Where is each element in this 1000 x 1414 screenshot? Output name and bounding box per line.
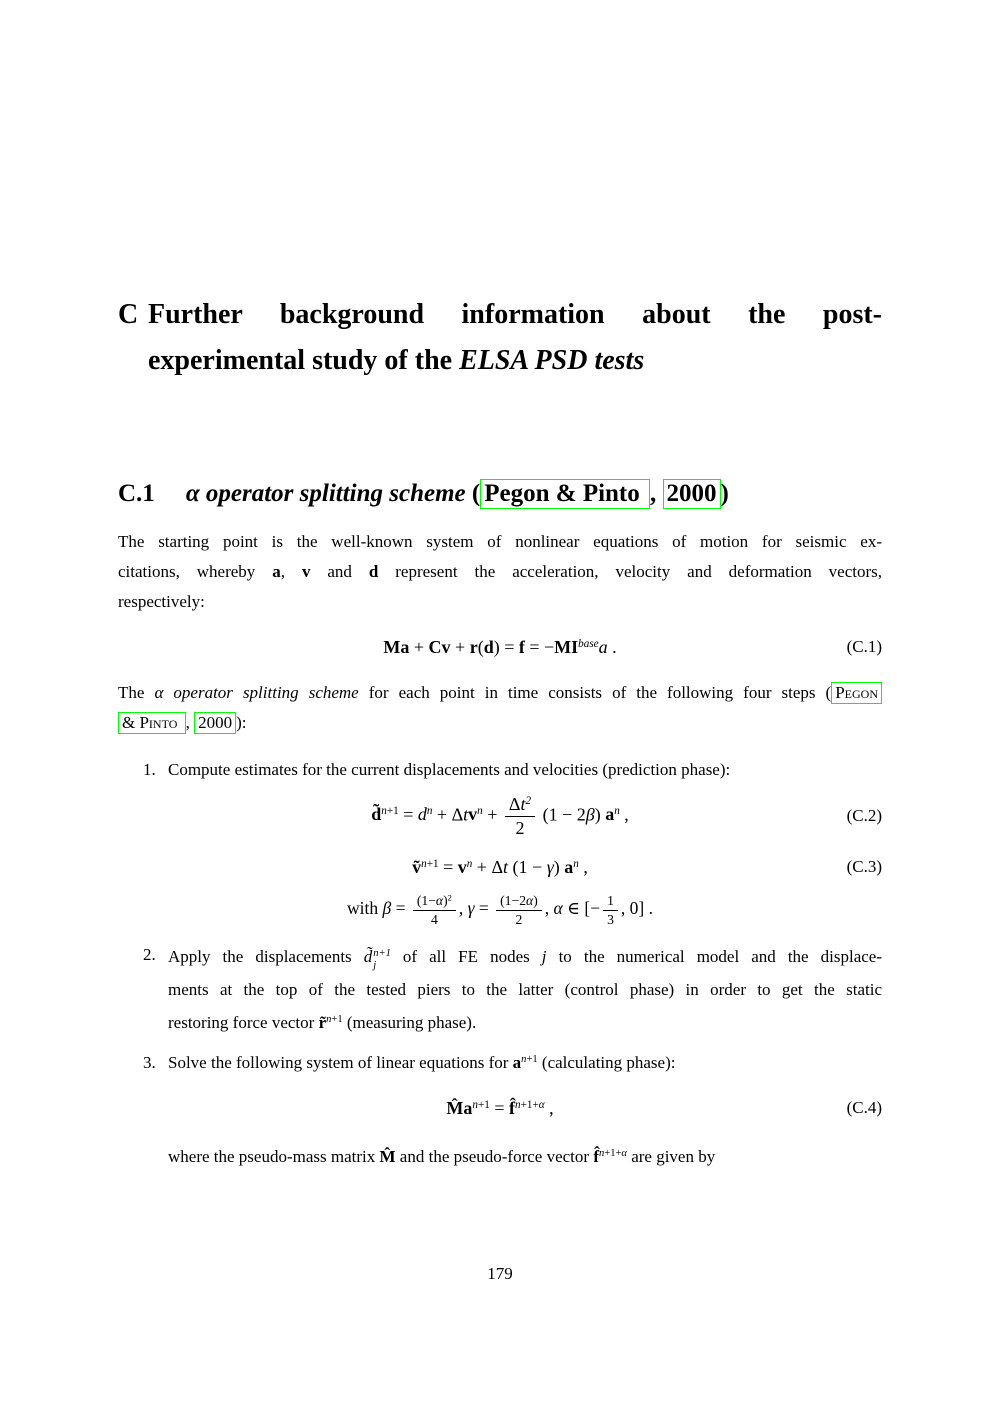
paragraph-scheme-line1: The α operator splitting scheme for each point in time consists of the following four steps ( Pegon <box>118 678 882 708</box>
chapter-heading <box>118 292 882 384</box>
citation-year-link[interactable]: 2000 <box>663 479 721 509</box>
where-clause <box>168 1142 882 1172</box>
citation-year-link[interactable]: 2000 <box>194 712 236 734</box>
list-item-1-number: 1. <box>143 760 156 779</box>
paragraph-intro-line1: The starting point is the well-known system of nonlinear equations of motion for seismic ex- <box>118 532 882 551</box>
beta-gamma-condition-line <box>118 888 882 932</box>
citation-author-link[interactable]: & Pinto <box>118 712 186 734</box>
paragraph-intro-line3: respectively: <box>118 592 205 611</box>
equation-c2 <box>118 786 882 846</box>
section-heading <box>118 478 882 510</box>
where-clause-line1: where the pseudo-mass matrix M̂ and the pseudo-force vector f̂$^{n+1+\alpha}$ are given by <box>168 1147 716 1166</box>
paragraph-intro-line2: citations, whereby a, v and d represent the acceleration, velocity and deformation vectors, <box>118 562 883 581</box>
equation-c4-body: $M̂a^{n+1}$ = f̂$^{n+1+\alpha}$ , <box>446 1097 554 1118</box>
list-item-3 <box>143 1048 882 1078</box>
section-label: C.1 <box>118 480 155 507</box>
equation-c1 <box>118 628 882 666</box>
paragraph-scheme <box>118 678 882 738</box>
list-item-2-line2: ments at the top of the tested piers to the latter (control phase) in order to get the static <box>168 980 882 999</box>
paragraph-intro <box>118 527 882 617</box>
list-item-2-line3: restoring force vector r̃$^{n+1}$ (measuring phase). <box>168 1013 477 1032</box>
list-item-3-number: 3. <box>143 1053 156 1072</box>
list-item-2-number: 2. <box>143 945 156 964</box>
equation-c3-body: ṽ$^{n+1}$ = $v^n + \Delta t$ (1 − γ) $a^n$ , <box>412 856 588 877</box>
list-item-1 <box>143 755 882 785</box>
section-title: α operator splitting scheme ( Pegon & Pinto , 2000 ) <box>185 480 729 507</box>
paragraph-scheme-line2: & Pinto , 2000 ): <box>118 708 882 738</box>
list-item-2-line1: Apply the displacements d̃ n+1 j of all FE nodes j to the numerical model and the displace- <box>168 947 883 971</box>
chapter-heading-line2: experimental study of the ELSA PSD tests <box>148 345 645 376</box>
equation-c3-number: (C.3) <box>846 857 882 876</box>
equation-c4 <box>118 1088 882 1128</box>
beta-gamma-condition-body: with β = $\frac{(1-\alpha)^2}{4}$ , γ = $\frac{(1-2\alpha)}{2}$ , α ∈ [− $\frac{1}{3}$ , 0] . <box>347 892 653 927</box>
chapter-heading-line1: Further background information about the post- <box>148 299 882 330</box>
citation-author-link[interactable]: Pegon & Pinto <box>480 479 650 509</box>
chapter-label: C <box>118 299 139 330</box>
list-item-3-line1: Solve the following system of linear equations for $a^{n+1}$ (calculating phase): <box>168 1053 676 1072</box>
equation-c2-body: d̃$^{n+1}$ = $d^n + \Delta tv^n$ + $\frac{\Delta t^2}{2}$ (1 − 2β) $a^n$ , <box>371 793 629 838</box>
equation-c3 <box>118 850 882 884</box>
list-item-1-line1: Compute estimates for the current displacements and velocities (prediction phase): <box>168 760 731 779</box>
equation-c4-number: (C.4) <box>846 1098 882 1117</box>
citation-author-link[interactable]: Pegon <box>831 682 882 704</box>
page-number: 179 <box>487 1264 513 1283</box>
equation-c1-body: $Ma + Cv + r(d) = f = -MI^{base}a$ . <box>383 636 617 657</box>
list-item-2 <box>143 940 882 1039</box>
equation-c2-number: (C.2) <box>846 806 882 825</box>
equation-c1-number: (C.1) <box>846 637 882 656</box>
